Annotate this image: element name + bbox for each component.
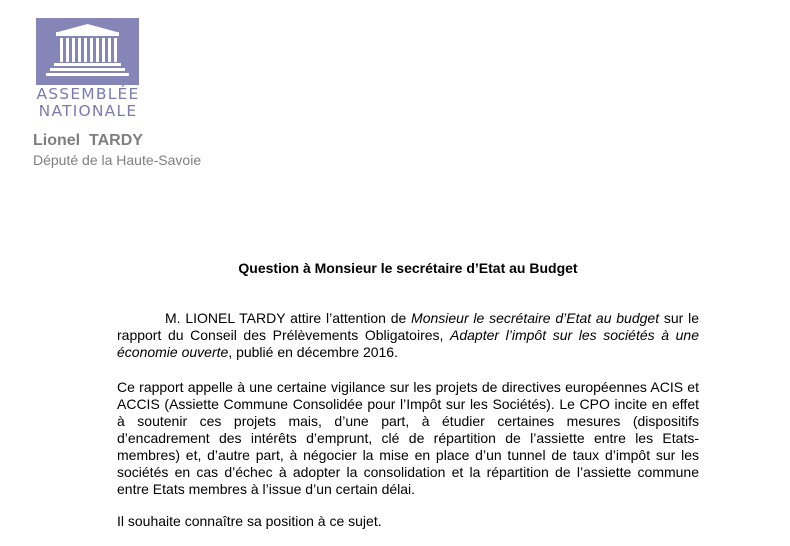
- question-title: Question à Monsieur le secrétaire d’Etat au Budget: [238, 260, 578, 276]
- intro-recipient: Monsieur le secrétaire d’Etat au budget: [411, 310, 660, 326]
- logo-text-line2: NATIONALE: [38, 102, 138, 120]
- hemicycle-building-icon: [36, 18, 139, 85]
- logo-text-line1: ASSEMBLÉE: [36, 85, 140, 103]
- deputy-role: Député de la Haute-Savoie: [33, 152, 202, 168]
- paragraph-body: Ce rapport appelle à une certaine vigilance sur les projets de directives européennes ACIS et ACCIS (Assiette Commune Consolidée pour l’Impôt sur les Sociétés). Le CPO incite en effet à soutenir ces projets mais, d’une part, à étudier certaines mesures (dispositifs d’encadrement des intérêts d’emprunt, clé de répartition de l’assiette entre les Etats-membres) et, d’autre part, à négocier la mise en place d’un tunnel de taux d’impôt sur les sociétés en cas d’échec à adopter la consolidation et la répartition de l’assiette commune entre Etats membres à l’issue d’un certain délai.: [117, 379, 699, 497]
- intro-text-3: , publié en décembre 2016.: [228, 344, 398, 360]
- paragraph-closing: Il souhaite connaître sa position à ce sujet.: [117, 513, 382, 529]
- paragraph-intro: [117, 310, 699, 361]
- intro-text-2: sur le rapport du Conseil des Prélèvements Obligatoires,: [117, 310, 699, 343]
- intro-text-1: M. LIONEL TARDY attire l’attention de: [165, 310, 412, 326]
- assemblee-nationale-logo: [30, 18, 146, 120]
- intro-report-title: Adapter l’impôt sur les sociétés à une économie ouverte: [117, 327, 699, 360]
- deputy-name: Lionel TARDY: [33, 132, 143, 149]
